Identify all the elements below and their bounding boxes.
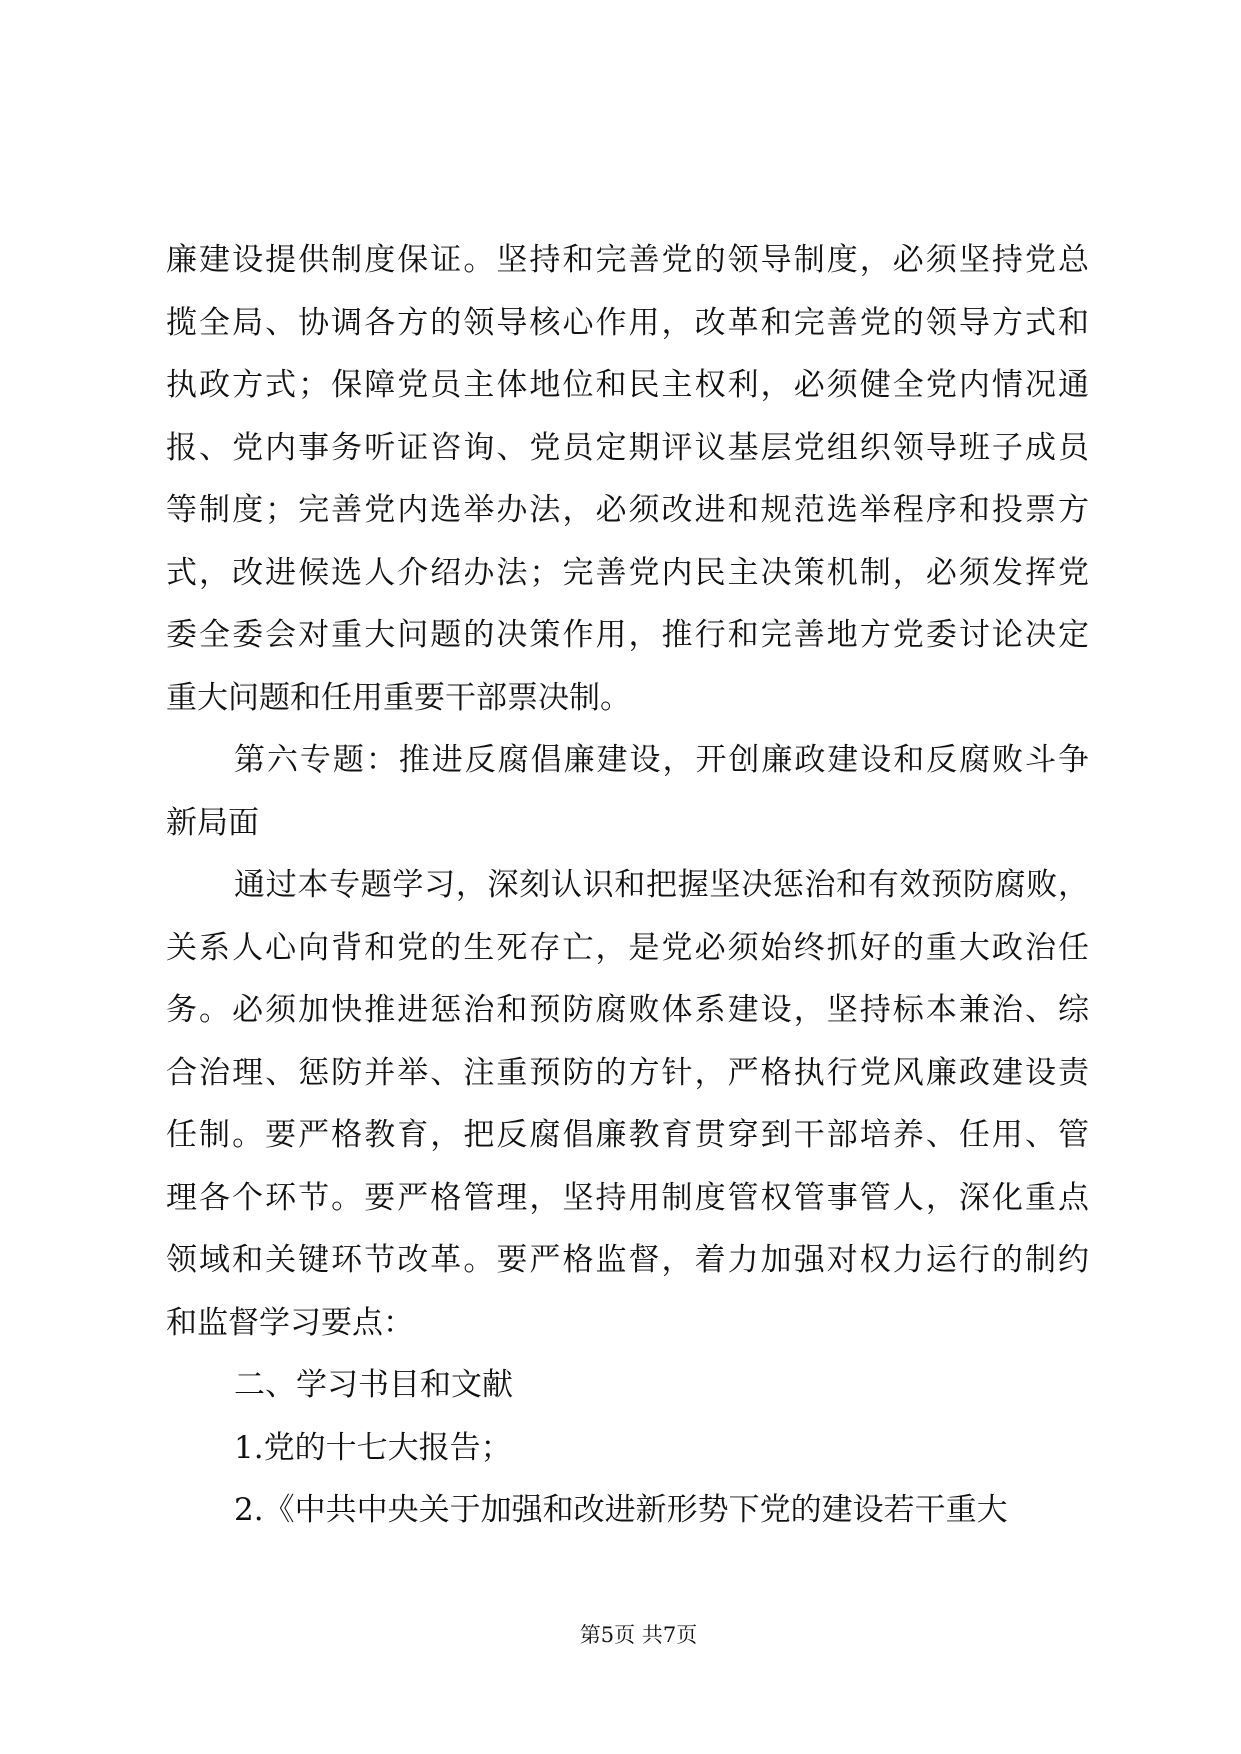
page-footer: 第5页 共7页 (579, 1623, 698, 1647)
text-line: 重大问题和任用重要干部票决制。 (166, 679, 631, 716)
text-line: 2.《中共中央关于加强和改进新形势下党的建设若干重大 (234, 1492, 1008, 1528)
text-line: 关系人心向背和党的生死存亡，是党必须始终抓好的重大政治任 (166, 929, 1089, 966)
document-body (166, 229, 1089, 1542)
text-line: 报、党内事务听证咨询、党员定期评议基层党组织领导班子成员 (166, 429, 1089, 466)
text-line: 通过本专题学习，深刻认识和把握坚决惩治和有效预防腐败， (234, 867, 1089, 903)
text-line: 第六专题：推进反腐倡廉建设，开创廉政建设和反腐败斗争 (234, 742, 1089, 778)
text-line: 廉建设提供制度保证。坚持和完善党的领导制度，必须坚持党总 (166, 242, 1089, 278)
paragraph (166, 729, 1089, 854)
paragraph (166, 854, 1089, 1354)
paragraph (166, 1417, 1089, 1480)
paragraph (166, 229, 1089, 729)
text-line: 理各个环节。要严格管理，坚持用制度管权管事管人，深化重点 (166, 1179, 1089, 1216)
paragraph (166, 1479, 1089, 1542)
text-line: 二、学习书目和文献 (234, 1367, 513, 1403)
paragraph (166, 1354, 1089, 1417)
text-line: 任制。要严格教育，把反腐倡廉教育贯穿到干部培养、任用、管 (166, 1117, 1089, 1153)
text-line: 务。必须加快推进惩治和预防腐败体系建设，坚持标本兼治、综 (166, 992, 1089, 1028)
text-line: 和监督学习要点： (166, 1304, 414, 1341)
text-line: 委全委会对重大问题的决策作用，推行和完善地方党委讨论决定 (166, 617, 1089, 653)
text-line: 领域和关键环节改革。要严格监督，着力加强对权力运行的制约 (166, 1242, 1089, 1278)
text-line: 新局面 (166, 804, 259, 841)
text-line: 揽全局、协调各方的领导核心作用，改革和完善党的领导方式和 (166, 304, 1089, 341)
text-line: 等制度；完善党内选举办法，必须改进和规范选举程序和投票方 (166, 492, 1089, 528)
text-line: 合治理、惩防并举、注重预防的方针，严格执行党风廉政建设责 (166, 1054, 1089, 1091)
text-line: 1.党的十七大报告； (234, 1429, 512, 1466)
text-line: 式，改进候选人介绍办法；完善党内民主决策机制，必须发挥党 (166, 554, 1089, 591)
text-line: 执政方式；保障党员主体地位和民主权利，必须健全党内情况通 (166, 367, 1089, 403)
